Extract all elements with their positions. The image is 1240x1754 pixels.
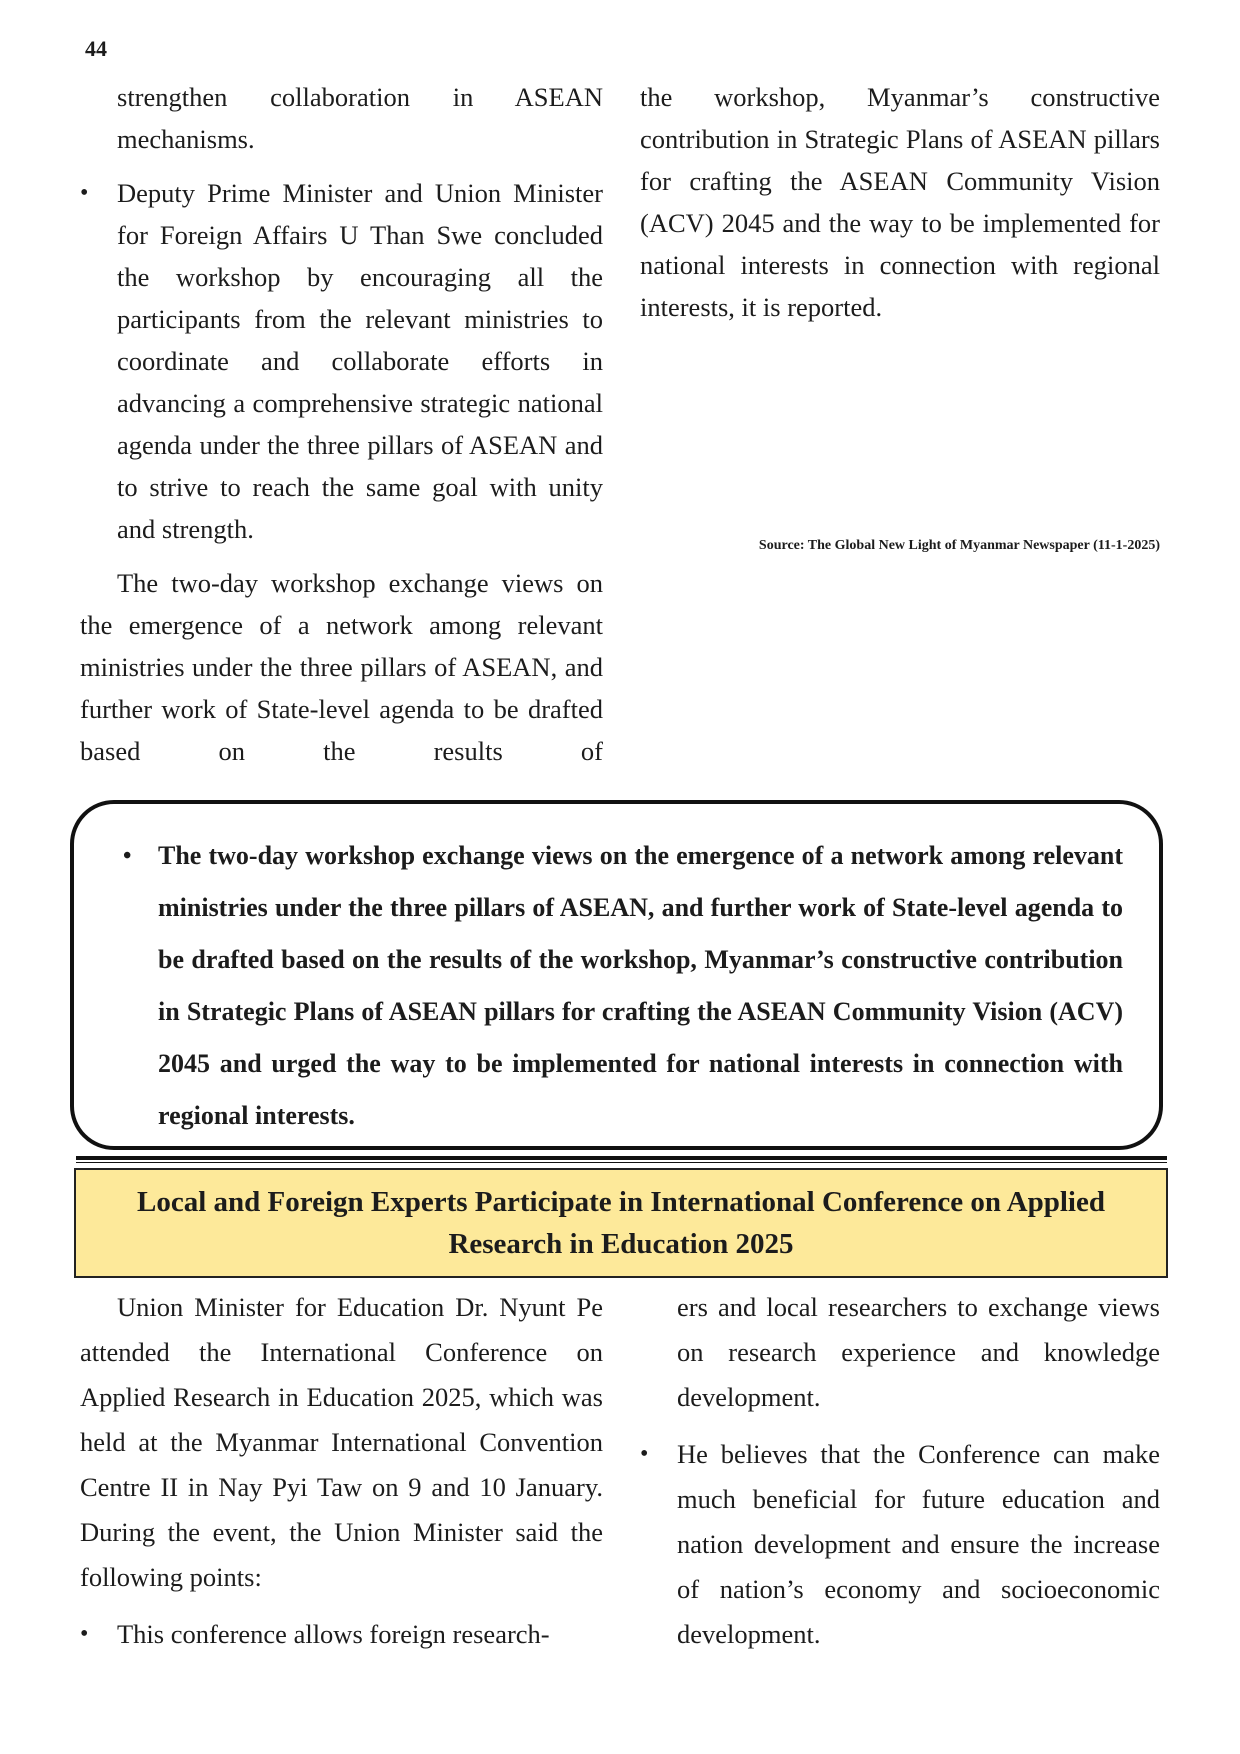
article-title-banner [74,1168,1168,1278]
article-bullet-1-start: • This conference allows foreign research- [80,1612,603,1657]
article-bullet-2: • He believes that the Conference can make much beneficial for future education and nation development and ensure the increase of nation’s economy and socioeconomic development. [640,1432,1160,1657]
article-bullet-1-end: ers and local researchers to exchange views on research experience and knowledge development. [677,1292,1160,1412]
source-citation: Source: The Global New Light of Myanmar Newspaper (11-1-2025) [758,538,1160,553]
top-right-column [640,76,1160,328]
article-title: Local and Foreign Experts Participate in International Conference on Applied Research in Education 2025 [136,1186,1105,1260]
bullet-than-swe: • Deputy Prime Minister and Union Minister for Foreign Affairs U Than Swe concluded the workshop by encouraging all the participants from the relevant ministries to coordinate and collaborate efforts in advancing a comprehensive strategic national agenda under the three pillars of ASEAN and to strive to reach the same goal with unity and strength. [80,172,603,550]
continued-paragraph: strengthen collaboration in ASEAN mechanisms. [117,82,603,154]
page-number: 44 [85,36,107,61]
article-intro: Union Minister for Education Dr. Nyunt Pe attended the International Conference on Applied Research in Education 2025, which was held at the Myanmar International Convention Centre II in Nay Pyi Taw on 9 and 10 January. During the event, the Union Minister said the following points: [80,1292,603,1592]
highlight-bullet: • The two-day workshop exchange views on the emergence of a network among relevant ministries under the three pillars of ASEAN, and further work of State-level agenda to be drafted based on the results of the workshop, Myanmar’s constructive contribution in Strategic Plans of ASEAN pillars for crafting the ASEAN Community Vision (ACV) 2045 and urged the way to be implemented for national interests in connection with regional interests. [123,830,1123,1142]
highlight-box [70,800,1163,1150]
bottom-left-column [80,1285,603,1657]
workshop-paragraph: The two-day workshop exchange views on the emergence of a network among relevant ministries under the three pillars of ASEAN, and further work of State-level agenda to be drafted based on the results of [80,568,603,766]
top-left-column [80,76,603,772]
bottom-right-column [640,1285,1160,1657]
workshop-paragraph-continued: the workshop, Myanmar’s constructive contribution in Strategic Plans of ASEAN pillars for crafting the ASEAN Community Vision (ACV) 2045 and the way to be implemented for national interests in connection with regional interests, it is reported. [640,82,1160,322]
separator-rule-thin [76,1162,1167,1163]
separator-rule-thick [76,1156,1167,1160]
